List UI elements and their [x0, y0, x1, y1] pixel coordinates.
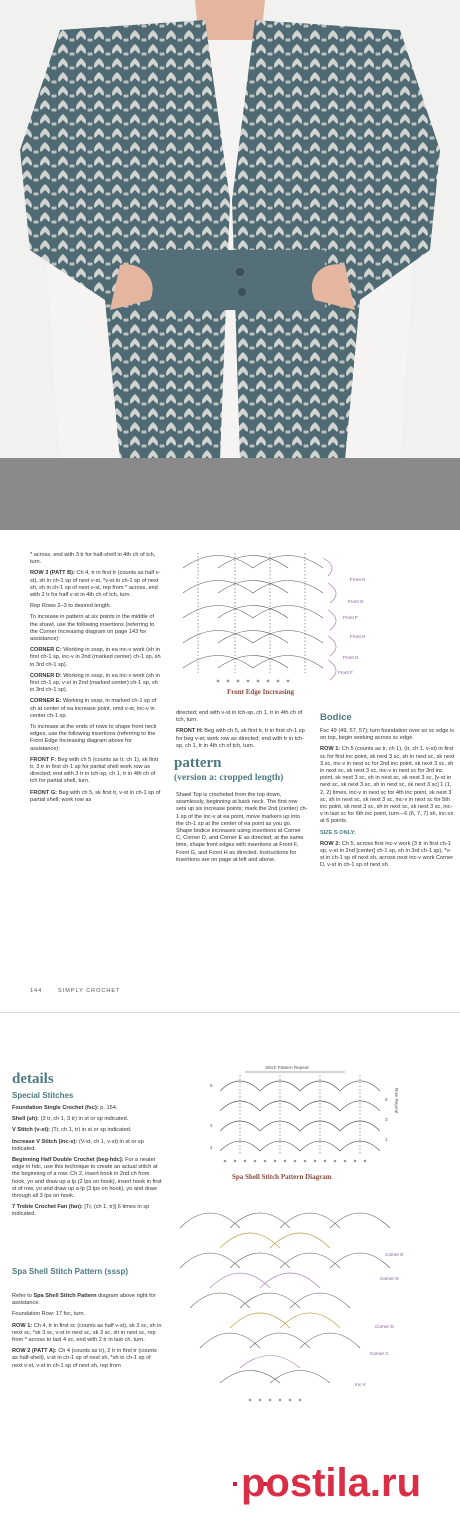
stitch-item: Beginning Half Double Crochet (beg-hdc): For a neater edge in hdc, use this technique to create an actual stitch at the beginning of a row: Ch 2, insert hook in 2nd ch from hook, yo and draw up a lp (2 lps on hook), insert hook in first st of row, yo and draw up a lp (3 lps on hook), yo and draw through all 3 lps on hook.: [12, 1157, 162, 1200]
para: * across, end with 3 tr for half-shell in 4th ch of tch, turn.: [30, 552, 156, 566]
diagram-label: Corner C: [370, 1351, 389, 1356]
stitch-item: Foundation Single Crochet (fsc): p. 154.: [12, 1105, 118, 1111]
para: Rep Rows 2–3 to desired length.: [30, 603, 112, 610]
row-number: 3: [385, 1117, 388, 1122]
diagram-label: Corner E: [385, 1252, 404, 1257]
bodice-heading: Bodice: [320, 712, 352, 723]
diagram-label: Front H: [350, 577, 366, 582]
book-page-144: [0, 530, 460, 1012]
row-number: 6: [210, 1083, 213, 1088]
sssp-instructions: [12, 1293, 162, 1374]
diagram-label: Front H: [350, 634, 366, 639]
corner-increasing-diagram: [170, 1188, 420, 1418]
stitch-item: Increase V Stitch (inc-v): (V-st, ch 1, v-st) in st or sp indicated.: [12, 1138, 144, 1152]
diagram-label: Front G: [343, 655, 359, 660]
diagram-label: Front F: [338, 670, 353, 675]
para: ROW 2: Ch 5, across first inc-v work (3 tr in first ch-1 sp, v-st in 2nd [center] ch-1 sp, sh in 3rd ch-1 sp), *v-st in ch-1 sp of next sh, across next inc-v work Corner D, v-st in ch-1 sp of next sh.: [320, 840, 454, 869]
para: FRONT G: Beg with ch 5, sk first tr, v-st in ch-1 sp of partial shell; work row as: [30, 789, 161, 803]
page-number: 144: [30, 988, 43, 994]
special-stitches-heading: Special Stitches: [12, 1091, 74, 1100]
para: Refer to Spa Shell Stitch Pattern diagram above right for assistance.: [12, 1293, 156, 1307]
para: CORNER C: Working in sssp, in ea inc-v work (sh in first ch-1 sp, inc-v in 2nd (marked center) ch-1 sp, sh in 3rd ch-1 sp).: [30, 647, 161, 668]
row-number: 5: [385, 1097, 388, 1102]
para: directed; end with v-st in tch-sp, ch 1, tr in 4th ch of tch, turn.: [176, 710, 303, 724]
diagram-label: Corner D: [380, 1276, 399, 1281]
postila-watermark: [223, 1424, 460, 1519]
diagram-caption: Spa Shell Stitch Pattern Diagram: [232, 1173, 332, 1181]
page144-column-2a: [176, 710, 308, 754]
page144-column-2b: [176, 792, 308, 868]
stitch-item: V Stitch (v-st): (Tr, ch 1, tr) in st or sp indicated.: [12, 1127, 132, 1134]
stitch-item: Shell (sh): (3 tr, ch 1, 3 tr) in st or sp indicated.: [12, 1116, 129, 1123]
para: ROW 2 (PATT A): Ch 4 (counts as tr), 2 tr in first tr (counts as half-shell), v-st in ch-1 sp of next sh, *sh in ch-1 sp of next v-st, v-st in ch-1 sp of next sh, rep from: [12, 1348, 157, 1369]
shawl-model-image: [0, 0, 460, 460]
para: FRONT H: Beg with ch 5, sk first tr, tr in first ch-1 sp for beg v-st; work row as directed; end with tr in tch-sp, ch 1, tr in 4th ch of tch, turn.: [176, 728, 305, 749]
sssp-heading: Spa Shell Stitch Pattern (sssp): [12, 1267, 129, 1276]
section-heading: pattern: [174, 755, 222, 771]
para: FRONT F: Beg with ch 5 (counts as tr, ch 1), sk first tr, 3 tr in first ch-1 sp for partial shell work row as directed; end with 3 tr in tch-sp, ch 1, tr in 4th ch of tch for partial shell, turn.: [30, 756, 159, 785]
diagram-label: Front F: [343, 615, 358, 620]
para: ROW 1: Ch 5 (counts as tr, ch 1), (tr, ch 1, v-st) in first sc for first inc point, sk next 3 sc, sh in next sc, sk next 3 sc, inc-v in next sc for 2nd inc point, sk next 3 sc, sh in next sc, sk next 3 sc, inc-v in next sc for 3rd inc point, sk next 3 sc, sh in next sc, sk next 3 sc, [v-st in next sc, sk next 3 sc, sh in next sc, sk next 3 sc] 1 (1, 2, 2) times, inc-v in next sc for 4th inc point, sk next 3 sc, sh in next sc, sk next 3 sc, inc-v in next sc for 5th inc point, sk next 3 sc, sh in next sc, sk next 3 sc, inc-v in last sc for 6th inc point, turn—6 (6, 7, 7) sh, inc-vs at 6 points.: [320, 746, 455, 825]
watermark-logo: [223, 1424, 460, 1519]
para: SIZE S ONLY:: [320, 829, 356, 836]
book-title: SIMPLY CROCHET: [58, 988, 121, 994]
row-number: 1: [385, 1137, 388, 1142]
spa-shell-stitch-diagram: [205, 1063, 400, 1171]
para: Shawl Top is crocheted from the top down, seamlessly, beginning at back neck. The first row sets up six increase points; mark the 2nd (center) ch-1 sp of the inc-v at ea point, move markers up into the ch-1 sp at the center of ea point as you go. Shape bodice increases using insertions at Corner C, Corner D, and Corner E as directed; at the same time, shape front edges with insertions at Front F, Front G, and Front H as directed. Instructions for insertions are on page at left and above.: [176, 792, 308, 863]
para: CORNER D: Working in sssp, in ea inc-v work (sh in first ch-1 sp, v-st in 2nd (marked center) ch-1 sp, sh in 3rd ch-1 sp).: [30, 672, 160, 694]
diagram-label: Inc-V: [355, 1382, 366, 1387]
row-number: 2: [210, 1145, 213, 1150]
para: ROW 1: Ch 4, tr in first sc (counts as half v-st), sk 3 sc, sh in next sc, *sk 3 sc, v-st in next sc, sk 3 sc, sh in next sc, rep from * across to last 4 sc, end with 2 tr in last ch, turn.: [12, 1322, 162, 1344]
para: To increase at the ends of rows to shape front neck edges, use the following insertions (referring to the Front Edge Increasing diagram above for assistance):: [30, 724, 157, 752]
para: Fsc 49 (49, 57, 57); turn foundation over so sc edge is on top, begin working across sc edge.: [320, 728, 455, 742]
diagram-caption: Front Edge Increasing: [227, 688, 295, 696]
separator-band: [0, 458, 460, 530]
front-edge-increasing-diagram: [178, 548, 378, 688]
stitch-item: 7 Treble Crochet Fan (fan): [Tr, (ch 1, tr)] 6 times in sp indicated.: [12, 1204, 150, 1218]
para: To increase in pattern at six points in the middle of the shawl, use the following insertions (referring to the Corner Increasing diagram on page 143 for assistance):: [30, 614, 155, 643]
page144-column-3: [320, 728, 455, 874]
watermark-text: postila.ru: [241, 1461, 422, 1505]
para: ROW 3 (PATT B): Ch 4, tr in first tr (counts as half v-st), sh in ch-1 sp of next v-st, *v-st in ch-1 sp of next sh, sh in ch-1 sp of next v-st, rep from * across, end with 2 tr for half v-st in 4th ch of tch, turn.: [30, 570, 161, 599]
special-stitches-list: [12, 1105, 162, 1223]
row-number: 4: [210, 1123, 213, 1128]
diagram-label: Row Repeat: [394, 1088, 399, 1114]
diagram-label: Corner D: [375, 1324, 394, 1329]
page144-column-1: [30, 552, 162, 808]
para: CORNER E: Working in sssp, in marked ch-1 sp of sh at center of ea increase point, omit v-st, inc-v in center ch-1 sp.: [30, 698, 157, 719]
section-subheading: (version a: cropped length): [174, 773, 284, 783]
para: Foundation Row: 17 fsc, turn.: [12, 1311, 86, 1318]
diagram-label: Stitch Pattern Repeat: [265, 1065, 309, 1070]
diagram-label: Front G: [348, 599, 364, 604]
details-heading: details: [12, 1071, 54, 1087]
garment-photo: [0, 0, 460, 460]
